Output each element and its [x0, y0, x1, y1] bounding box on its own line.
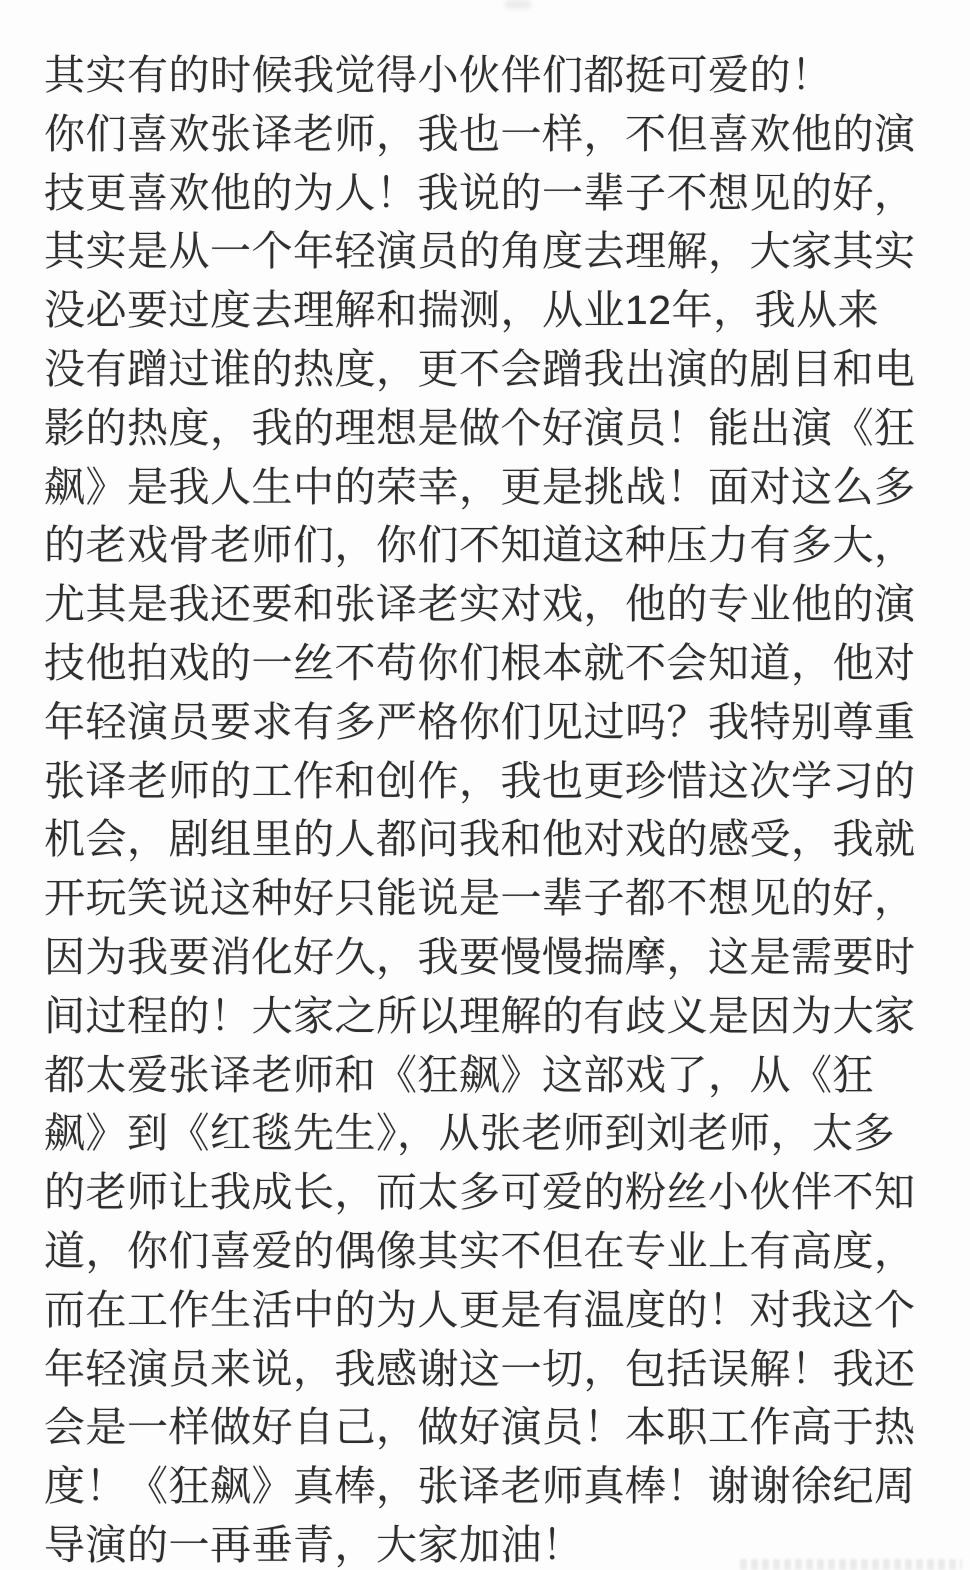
top-edge-artifact [505, 0, 531, 9]
text-line: 而在工作生活中的为人更是有温度的！对我这个 [44, 1286, 916, 1333]
text-line: 其实是从一个年轻演员的角度去理解，大家其实 [44, 228, 916, 275]
text-line: 年轻演员要求有多严格你们见过吗？我特别尊重 [44, 698, 916, 745]
text-line: 飙》到《红毯先生》，从张老师到刘老师，太多 [44, 1110, 895, 1157]
text-line: 张译老师的工作和创作，我也更珍惜这次学习的 [44, 757, 916, 804]
text-line: 的老师让我成长，而太多可爱的粉丝小伙伴不知 [44, 1169, 916, 1216]
text-line: 其实有的时候我觉得小伙伴们都挺可爱的！ [44, 52, 833, 98]
text-line: 你们喜欢张译老师，我也一样，不但喜欢他的演 [44, 110, 916, 157]
text-line: 尤其是我还要和张译老实对戏，他的专业他的演 [44, 581, 916, 628]
watermark-remnant [740, 1559, 962, 1570]
text-line: 间过程的！大家之所以理解的有歧义是因为大家 [44, 992, 916, 1039]
text-line: 技更喜欢他的为人！我说的一辈子不想见的好， [44, 169, 916, 216]
text-line: 道，你们喜爱的偶像其实不但在专业上有高度， [44, 1227, 916, 1274]
text-line: 开玩笑说这种好只能说是一辈子都不想见的好， [44, 875, 916, 922]
text-line: 度！《狂飙》真棒，张译老师真棒！谢谢徐纪周 [44, 1463, 916, 1510]
post-text-block [44, 46, 950, 1570]
text-line: 没有蹭过谁的热度，更不会蹭我出演的剧目和电 [44, 345, 916, 392]
text-line: 技他拍戏的一丝不苟你们根本就不会知道，他对 [44, 639, 916, 686]
text-line: 会是一样做好自己，做好演员！本职工作高于热 [44, 1404, 916, 1451]
text-line: 没必要过度去理解和揣测，从业12年，我从来 [44, 287, 880, 334]
text-line: 影的热度，我的理想是做个好演员！能出演《狂 [44, 404, 916, 451]
text-line: 飙》是我人生中的荣幸，更是挑战！面对这么多 [44, 463, 916, 510]
text-line: 机会，剧组里的人都问我和他对戏的感受，我就 [44, 816, 916, 863]
text-line: 的老戏骨老师们，你们不知道这种压力有多大， [44, 522, 916, 569]
text-line: 导演的一再垂青，大家加油！ [44, 1521, 584, 1568]
text-line: 年轻演员来说，我感谢这一切，包括误解！我还 [44, 1345, 916, 1392]
text-line: 都太爱张译老师和《狂飙》这部戏了，从《狂 [44, 1051, 874, 1098]
text-line: 因为我要消化好久，我要慢慢揣摩，这是需要时 [44, 933, 916, 980]
